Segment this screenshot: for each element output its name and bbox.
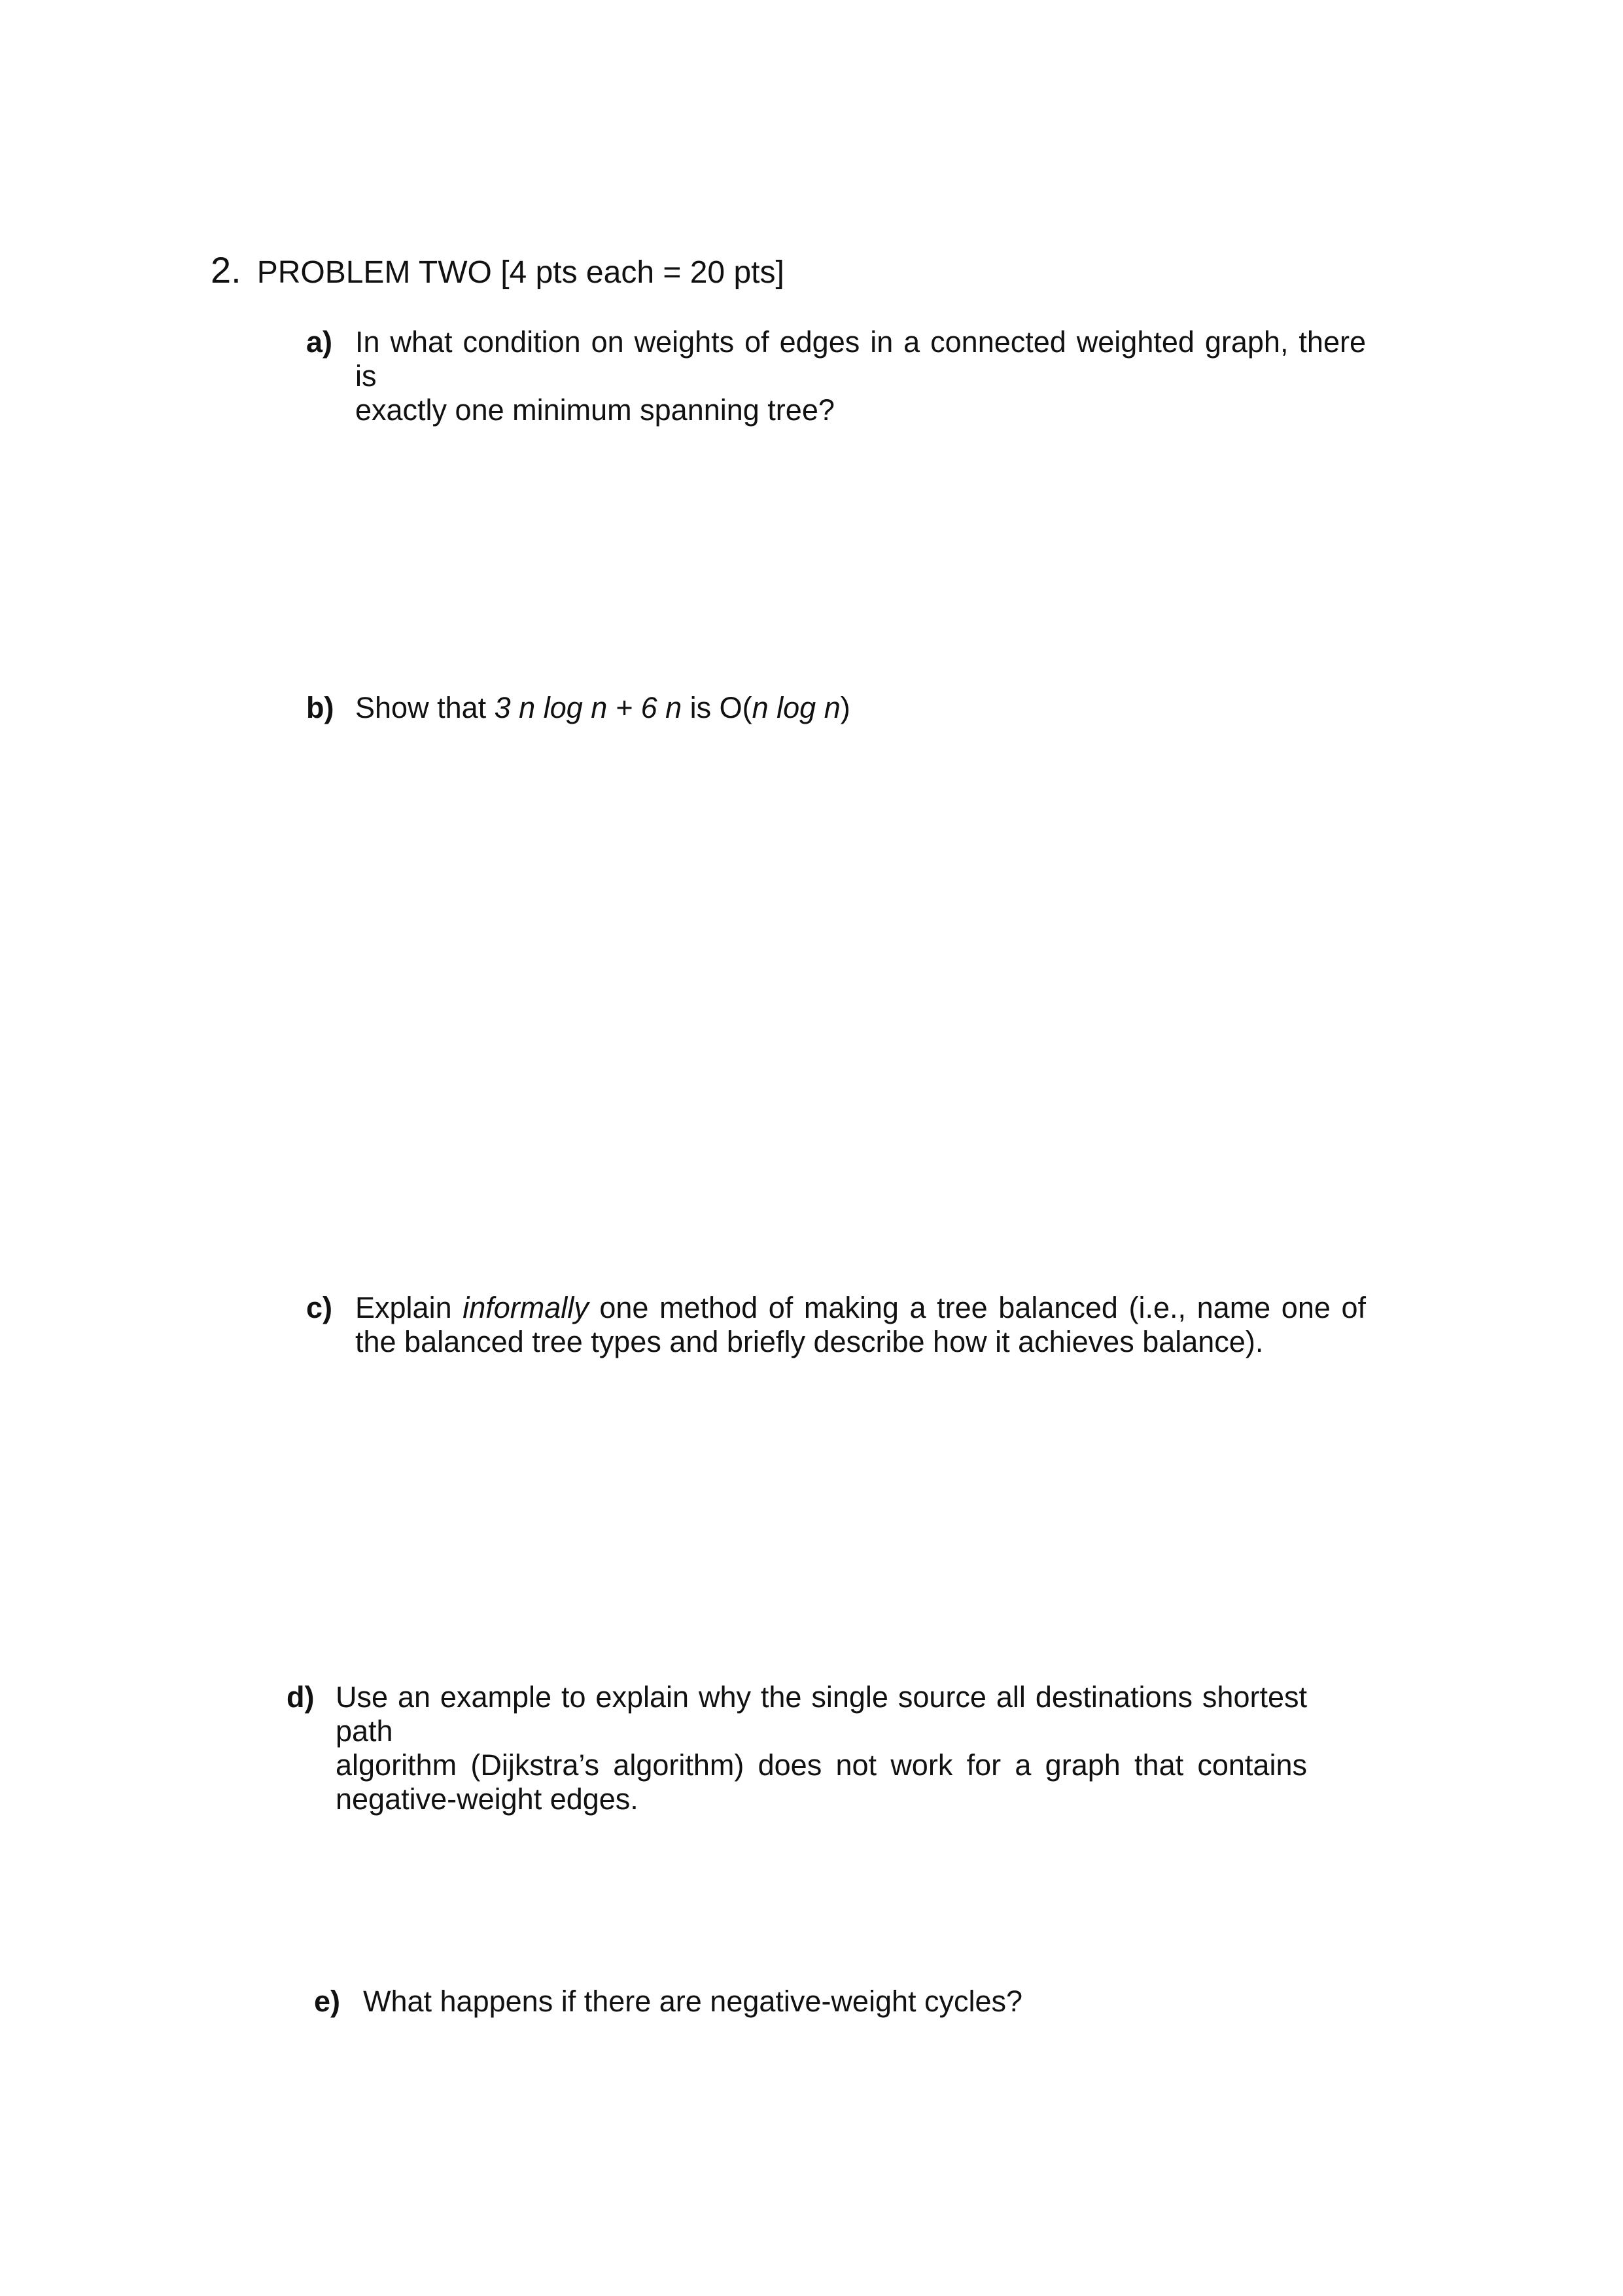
question-b-expression: 3 n log n + 6 n (494, 691, 682, 724)
problem-number: 2. (211, 249, 241, 291)
question-c (306, 1291, 1366, 1363)
question-a-letter: a) (306, 325, 333, 359)
question-b-letter: b) (306, 691, 334, 724)
question-a-line-1: In what condition on weights of edges in a connected weighted graph, there is (355, 325, 1366, 393)
question-d-line-3: negative-weight edges. (336, 1782, 638, 1816)
question-d-line-2: algorithm (Dijkstra’s algorithm) does not work for a graph that contains (336, 1748, 1307, 1782)
question-b-suffix: ) (840, 691, 850, 724)
question-b-prefix: Show that (355, 691, 495, 724)
question-c-line-1 (355, 1291, 1366, 1325)
question-b-inner: n log n (752, 691, 841, 724)
question-a-line-2: exactly one minimum spanning tree? (355, 393, 835, 427)
question-b (306, 691, 1366, 730)
question-b-text (355, 691, 1366, 725)
question-c-letter: c) (306, 1291, 333, 1324)
problem-title: PROBLEM TWO [4 pts each = 20 pts] (256, 255, 784, 290)
question-d-letter: d) (287, 1680, 315, 1714)
question-e (314, 1985, 1295, 2024)
question-e-letter: e) (314, 1985, 341, 2018)
question-c-line-1-em: informally (462, 1291, 589, 1324)
question-d (287, 1680, 1307, 1816)
question-c-line-1-post: one method of making a tree balanced (i.e., name one of (588, 1291, 1367, 1324)
question-e-text: What happens if there are negative-weight cycles? (363, 1985, 1023, 2018)
question-b-mid: is O( (682, 691, 752, 724)
question-c-line-1-pre: Explain (355, 1291, 463, 1324)
problem-header (211, 251, 784, 292)
question-a (306, 325, 1366, 427)
question-d-line-1: Use an example to explain why the single source all destinations shortest path (336, 1680, 1307, 1748)
question-c-line-2: the balanced tree types and briefly describe how it achieves balance). (355, 1325, 1264, 1358)
